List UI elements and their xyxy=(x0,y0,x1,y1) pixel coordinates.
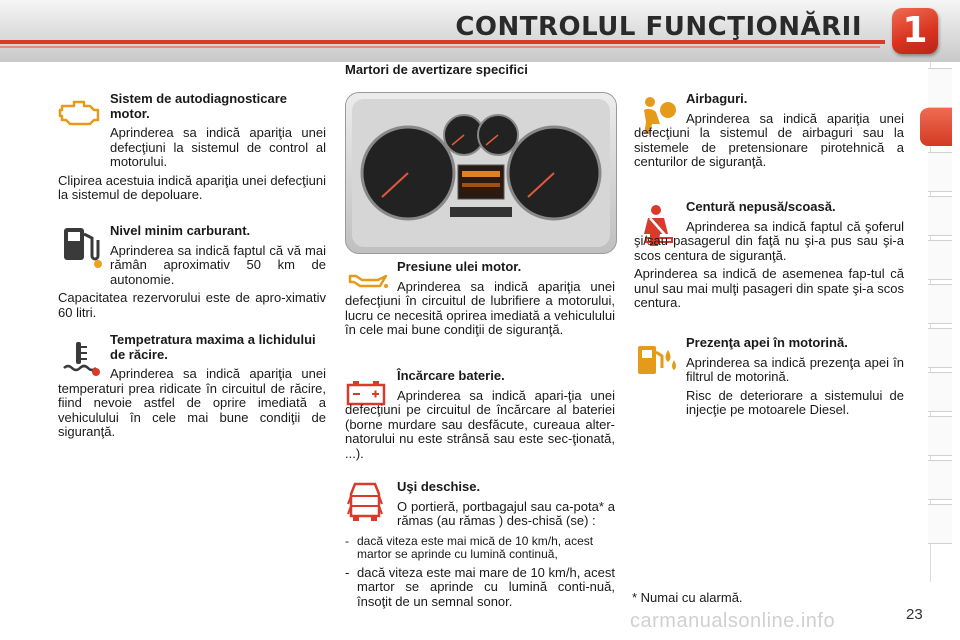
coolant-title: Tempetratura maxima a lichidului de răcire. xyxy=(110,332,316,362)
water-text-2: Risc de deteriorare a sistemului de injecţie pe motoarele Diesel. xyxy=(686,387,904,417)
chapter-tab[interactable] xyxy=(928,504,952,544)
battery-block xyxy=(345,369,615,465)
chapter-tab[interactable] xyxy=(928,68,952,108)
chapter-tab[interactable] xyxy=(928,284,952,324)
chapter-tab[interactable] xyxy=(928,460,952,500)
oil-title: Presiune ulei motor. xyxy=(397,259,522,274)
section-title: Martori de avertizare specifici xyxy=(345,62,528,77)
chapter-tab[interactable] xyxy=(928,372,952,412)
fuel-block xyxy=(58,224,326,324)
belt-title: Centură nepusă/scoasă. xyxy=(686,199,836,214)
oil-block xyxy=(345,260,615,342)
oil-text: Aprinderea sa indică apariţia unei defecţiuni în circuitul de lubrifiere a motorului, lucru ce necesită oprirea imediată a vehiculului în cele mai bune condiţii de siguranţă. xyxy=(345,278,615,337)
chapter-badge: 1 xyxy=(892,8,938,54)
battery-title: Încărcare baterie. xyxy=(397,368,505,383)
diag-text-1: Aprinderea sa indică apariţia unei defecţiuni la sistemul de control al motorului. xyxy=(110,125,326,169)
belt-text-2: Aprinderea sa indică de asemenea fap-tul că unul sau mai mulţi pasageri din spate şi-a scos centura. xyxy=(634,266,904,310)
doors-bullet-1-text: dacă viteza este mai mică de 10 km/h, acest martor se aprinde cu lumină continuă, xyxy=(357,533,594,561)
page-title: CONTROLUL FUNCŢIONĂRII xyxy=(455,12,862,42)
watermark: carmanualsonline.info xyxy=(630,610,836,632)
chapter-tab[interactable] xyxy=(928,416,952,456)
water-title: Prezenţa apei în motorină. xyxy=(686,335,848,350)
chapter-tab[interactable] xyxy=(928,152,952,192)
fuel-text-2: Capacitatea rezervorului este de apro-ximativ 60 litri. xyxy=(58,290,326,320)
fuel-text-1: Aprinderea sa indică faptul că vă mai rămân aproximativ 50 km de autonomie. xyxy=(110,242,326,287)
diag-title: Sistem de autodiagnosticare motor. xyxy=(110,91,287,121)
chapter-tab[interactable] xyxy=(928,196,952,236)
airbag-block xyxy=(634,92,904,174)
chapter-tab[interactable] xyxy=(928,240,952,280)
header-stripe-light xyxy=(0,46,880,48)
doors-bullet-1: - dacă viteza este mai mică de 10 km/h, acest martor se aprinde cu lumină continuă, xyxy=(345,535,615,562)
belt-block xyxy=(634,200,904,315)
water-text-1: Aprinderea sa indică prezenţa apei în filtrul de motorină. xyxy=(686,354,904,384)
fuel-title: Nivel minim carburant. xyxy=(110,223,251,238)
doors-title: Uşi deschise. xyxy=(397,479,481,494)
doors-block xyxy=(345,480,615,609)
airbag-title: Airbaguri. xyxy=(686,91,748,106)
diag-text-2: Clipirea acestuia indică apariţia unei defecţiuni la sistemul de depoluare. xyxy=(58,172,326,202)
doors-bullet-2-text: dacă viteza este mai mare de 10 km/h, acest martor se aprinde cu lumină conti-nuă, însoţit de un semnal sonor. xyxy=(357,564,615,609)
page-number: 23 xyxy=(906,606,923,623)
water-block xyxy=(634,336,904,422)
chapter-tabs xyxy=(928,68,960,578)
coolant-text: Aprinderea sa indică apariţia unei temperaturi prea ridicate în circuitul de răcire, fiind nevoie astfel de oprire imediată a vehiculului în cele mai bune condiţii de siguranţă. xyxy=(58,366,326,439)
instrument-cluster-image xyxy=(345,92,617,254)
doors-bullet-2: - dacă viteza este mai mare de 10 km/h, acest martor se aprinde cu lumină conti-nuă, însoţit de un semnal sonor. xyxy=(345,564,615,609)
belt-text-1: Aprinderea sa indică faptul că şoferul şi/sau pasagerul din faţă nu şi-a pus sau şi-a scos centura de siguranţă. xyxy=(634,218,904,263)
footnote: * Numai cu alarmă. xyxy=(632,590,743,605)
diag-block xyxy=(58,92,326,207)
doors-text: O portieră, portbagajul sau ca-pota* a rămas (au rămas ) des-chisă (se) : xyxy=(397,498,615,528)
chapter-tab[interactable] xyxy=(928,328,952,368)
battery-text: Aprinderea sa indică apari-ţia unei defecţiuni pe circuitul de încărcare al bateriei (borne murdare sau desfăcute, cureaua alter-natorului nu este strânsă sau este sec-ţionată, ...). xyxy=(345,387,615,461)
chapter-tab-active[interactable] xyxy=(920,108,952,146)
airbag-text: Aprinderea sa indică apariţia unei defecţiuni la sistemul de airbaguri sau la sistemele de pretensionare pirotehnică a centurilor de siguranţă. xyxy=(634,110,904,169)
coolant-block xyxy=(58,333,326,444)
